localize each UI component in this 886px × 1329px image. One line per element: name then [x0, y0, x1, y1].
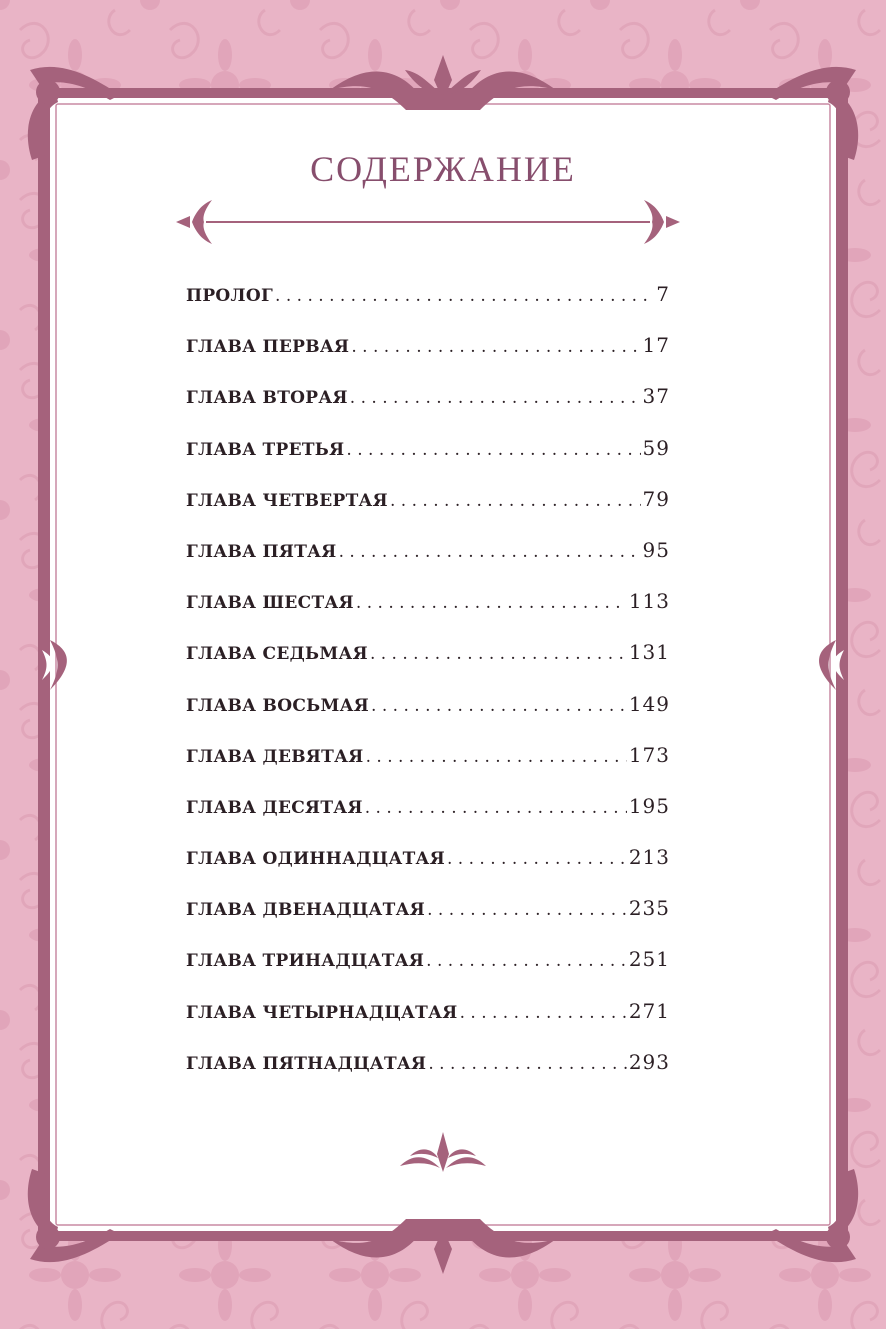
toc-entry [186, 794, 670, 845]
dot-leader [356, 593, 627, 613]
toc-entry-label: ГЛАВА ТРИНАДЦАТАЯ [186, 951, 425, 972]
dot-leader [350, 388, 641, 408]
toc-entry-label: ГЛАВА ДВЕНАДЦАТАЯ [186, 900, 426, 921]
toc-entry-page-number: 59 [642, 435, 670, 460]
toc-entry-label: ГЛАВА ТРЕТЬЯ [186, 439, 345, 460]
dot-leader [339, 542, 641, 562]
dot-leader [426, 951, 627, 971]
dot-leader [427, 900, 627, 920]
toc-entry [186, 436, 670, 487]
toc-entry-label: ГЛАВА ЧЕТВЕРТАЯ [186, 490, 388, 511]
dot-leader [275, 286, 654, 306]
toc-entry [186, 589, 670, 640]
dot-leader [346, 440, 640, 460]
toc-entry-label: ГЛАВА ШЕСТАЯ [186, 593, 354, 614]
dot-leader [447, 849, 627, 869]
toc-entry [186, 1050, 670, 1101]
toc-entry-page-number: 17 [642, 333, 670, 358]
toc-entry-page-number: 173 [628, 742, 670, 767]
toc-entry-label: ГЛАВА ОДИННАДЦАТАЯ [186, 849, 445, 870]
toc-entry-label: ГЛАВА СЕДЬМАЯ [186, 644, 368, 665]
toc-entry-page-number: 293 [628, 1049, 670, 1074]
dot-leader [460, 1003, 627, 1023]
toc-entry-page-number: 113 [628, 589, 670, 614]
toc-entry [186, 384, 670, 435]
toc-entry [186, 947, 670, 998]
toc-entry [186, 692, 670, 743]
toc-entry-page-number: 149 [628, 691, 670, 716]
toc-entry [186, 896, 670, 947]
toc-entry-label: ПРОЛОГ [186, 286, 274, 306]
toc-entry-label: ГЛАВА ВТОРАЯ [186, 388, 348, 409]
toc-entry-label: ГЛАВА ПЕРВАЯ [186, 337, 350, 358]
toc-entry-label: ГЛАВА ДЕВЯТАЯ [186, 746, 364, 767]
toc-entry [186, 999, 670, 1050]
toc-entry-label: ГЛАВА ЧЕТЫРНАДЦАТАЯ [186, 1002, 458, 1023]
toc-entry-label: ГЛАВА ДЕСЯТАЯ [186, 797, 363, 818]
dot-leader [428, 1054, 626, 1074]
toc-entry-page-number: 131 [628, 640, 670, 665]
toc-entry [186, 640, 670, 691]
toc-entry-page-number: 251 [628, 947, 670, 972]
toc-entry-page-number: 95 [642, 537, 670, 562]
dot-leader [365, 798, 627, 818]
toc-entry-page-number: 79 [642, 486, 670, 511]
page-title: СОДЕРЖАНИЕ [310, 149, 576, 189]
toc-entry-label: ГЛАВА ПЯТАЯ [186, 541, 337, 562]
toc-entry-page-number: 37 [642, 384, 670, 409]
toc-entry [186, 282, 670, 333]
toc-entry [186, 538, 670, 589]
dot-leader [370, 644, 627, 664]
toc-entry [186, 487, 670, 538]
toc-entry-page-number: 213 [628, 845, 670, 870]
toc-entry-page-number: 235 [628, 896, 670, 921]
toc-entry-page-number: 7 [656, 282, 670, 306]
toc-entry [186, 333, 670, 384]
toc-entry [186, 845, 670, 896]
toc-entry-page-number: 271 [628, 998, 670, 1023]
fleuron-ornament [398, 1132, 488, 1176]
dot-leader [390, 491, 641, 511]
toc-entry [186, 743, 670, 794]
table-of-contents [186, 282, 670, 1101]
dot-leader [351, 337, 640, 357]
toc-entry-label: ГЛАВА ПЯТНАДЦАТАЯ [186, 1053, 427, 1074]
toc-entry-label: ГЛАВА ВОСЬМАЯ [186, 695, 370, 716]
dot-leader [371, 696, 627, 716]
title-divider [176, 198, 680, 248]
toc-entry-page-number: 195 [628, 793, 670, 818]
dot-leader [366, 747, 627, 767]
